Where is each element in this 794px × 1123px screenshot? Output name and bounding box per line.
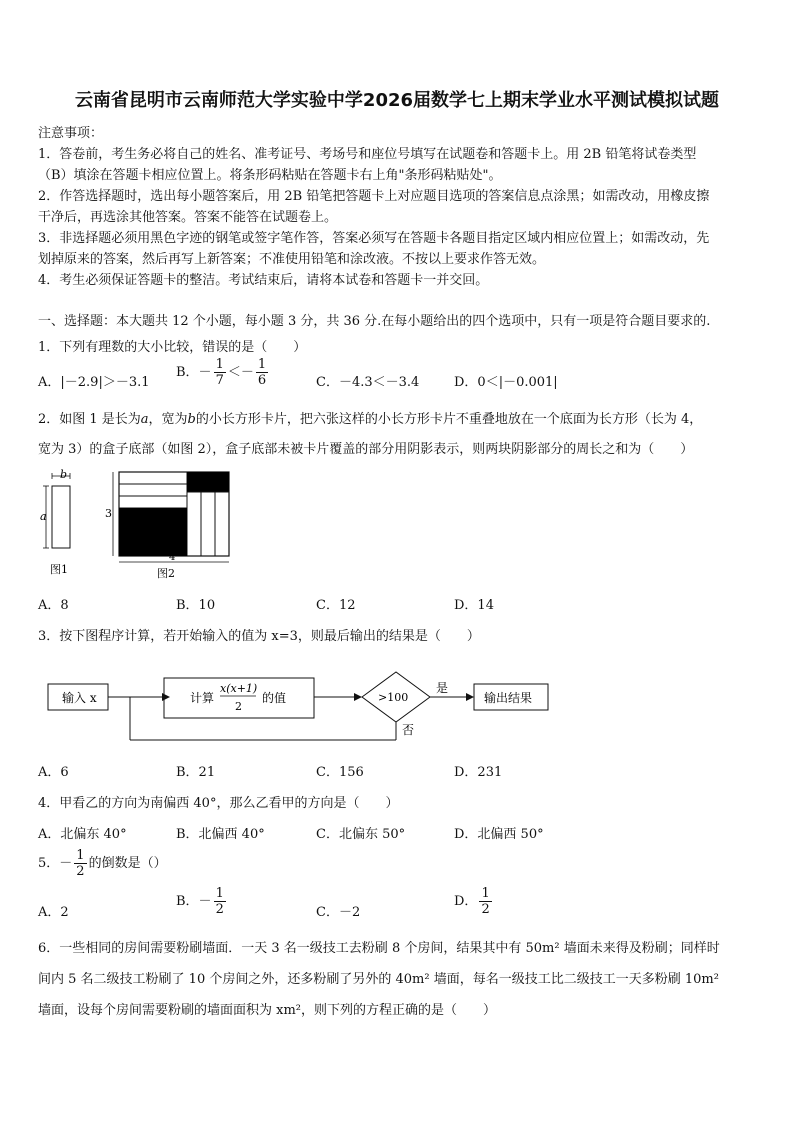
shaded-region — [187, 472, 229, 492]
shaded-region — [119, 508, 187, 556]
q5-option-d: D． $\frac{1}{2}$ — [454, 886, 490, 917]
notice-line: 3．非选择题必须用黑色字迹的钢笔或签字笔作答，答案必须写在答题卡各题目指定区域内相应位置上；如需改动，先 — [38, 231, 710, 246]
question-1-stem: 1．下列有理数的大小比较，错误的是（ ） — [38, 340, 307, 355]
question-3-stem: 3．按下图程序计算，若开始输入的值为 x=3，则最后输出的结果是（ ） — [38, 629, 480, 644]
fig1-label-a: a — [40, 510, 47, 523]
q3-option-c: C．156 — [316, 765, 364, 780]
notice-line: 1．答卷前，考生务必将自己的姓名、准考证号、考场号和座位号填写在试题卷和答题卡上。用 2B 铅笔将试卷类型 — [38, 147, 697, 162]
q2-option-b: B．10 — [176, 598, 216, 613]
flow-calc-label: 计算 — [190, 691, 215, 705]
question-6-line: 6．一些相同的房间需要粉刷墙面．一天 3 名一级技工去粉刷 8 个房间，结果其中有 50m² 墙面未来得及粉刷；同样时 — [38, 941, 720, 956]
notice-line: 划掉原来的答案，然后再写上新答案；不准使用铅笔和涂改液。不按以上要求作答无效。 — [38, 252, 546, 267]
q1-option-a: A．|－2.9|＞－3.1 — [38, 375, 150, 390]
q4-option-c: C．北偏东 50° — [316, 827, 406, 842]
fig1-caption: 图1 — [50, 563, 68, 576]
flowchart — [40, 664, 580, 744]
fig2-dim-height: 3 — [105, 507, 112, 520]
flow-output-box: 输出结果 — [484, 691, 533, 705]
notice-line: 2．作答选择题时，选出每小题答案后，用 2B 铅笔把答题卡上对应题目选项的答案信息点涂黑；如需改动，用橡皮擦 — [38, 189, 710, 204]
section-heading: 一、选择题：本大题共 12 个小题，每小题 3 分，共 36 分.在每小题给出的四个选项中，只有一项是符合题目要求的. — [38, 314, 711, 329]
page-title: 云南省昆明市云南师范大学实验中学2026届数学七上期末学业水平测试模拟试题 — [74, 90, 720, 111]
question-6-line: 墙面，设每个房间需要粉刷的墙面面积为 xm²，则下列的方程正确的是（ ） — [38, 1003, 497, 1018]
fig2-dim-width: 4 — [169, 552, 176, 563]
flow-decision: >100 — [378, 691, 409, 704]
figure-2 — [105, 468, 235, 583]
q4-option-b: B．北偏西 40° — [176, 827, 265, 842]
notice-line: 干净后，再选涂其他答案。答案不能答在试题卷上。 — [38, 210, 338, 225]
notice-line: （B）填涂在答题卡相应位置上。将条形码粘贴在答题卡右上角"条形码粘贴处"。 — [38, 168, 502, 183]
q4-option-a: A．北偏东 40° — [38, 827, 127, 842]
question-2-line: 2．如图 1 是长为𝑎，宽为𝑏的小长方形卡片，把六张这样的小长方形卡片不重叠地放在一个底面为长方形（长为 4， — [38, 412, 703, 427]
flow-calc-denominator: 2 — [235, 700, 242, 713]
question-6-line: 间内 5 名二级技工粉刷了 10 个房间之外，还多粉刷了另外的 40m² 墙面，每名一级技工比二级技工一天多粉刷 10m² — [38, 972, 719, 987]
q2-option-d: D．14 — [454, 598, 494, 613]
figure-1 — [38, 468, 88, 583]
flow-yes-label: 是 — [436, 681, 449, 695]
q1-option-b: B．－ $\frac{1}{7}$ ＜－ $\frac{1}{6}$ — [176, 357, 267, 388]
question-2-line: 宽为 3）的盒子底部（如图 2），盒子底部未被卡片覆盖的部分用阴影表示，则两块阴影部分的周长之和为（ ） — [38, 442, 694, 457]
flow-calc-numerator: x(x+1) — [220, 682, 258, 695]
q3-option-a: A．6 — [38, 765, 69, 780]
q5-option-b: B．－ $\frac{1}{2}$ — [176, 886, 224, 917]
q4-option-d: D．北偏西 50° — [454, 827, 544, 842]
q3-option-b: B．21 — [176, 765, 216, 780]
fig2-caption: 图2 — [157, 567, 175, 580]
q2-option-a: A．8 — [38, 598, 69, 613]
flow-no-label: 否 — [402, 723, 415, 737]
flow-input-box: 输入 x — [62, 691, 97, 705]
notice-line: 4．考生必须保证答题卡的整洁。考试结束后，请将本试卷和答题卡一并交回。 — [38, 273, 489, 288]
flow-calc-suffix: 的值 — [262, 691, 287, 705]
notice-heading: 注意事项： — [38, 126, 104, 141]
q1-option-d: D．0＜|－0.001| — [454, 375, 558, 390]
q1-option-c: C．－4.3＜－3.4 — [316, 375, 420, 390]
question-4-stem: 4．甲看乙的方向为南偏西 40°，那么乙看甲的方向是（ ） — [38, 796, 399, 811]
question-5-stem: 5．－ $\frac{1}{2}$ 的倒数是（） — [38, 848, 167, 879]
q2-option-c: C．12 — [316, 598, 356, 613]
q5-option-c: C．－2 — [316, 905, 361, 920]
fig1-label-b: b — [60, 468, 68, 481]
q3-option-d: D．231 — [454, 765, 503, 780]
q5-option-a: A．2 — [38, 905, 69, 920]
